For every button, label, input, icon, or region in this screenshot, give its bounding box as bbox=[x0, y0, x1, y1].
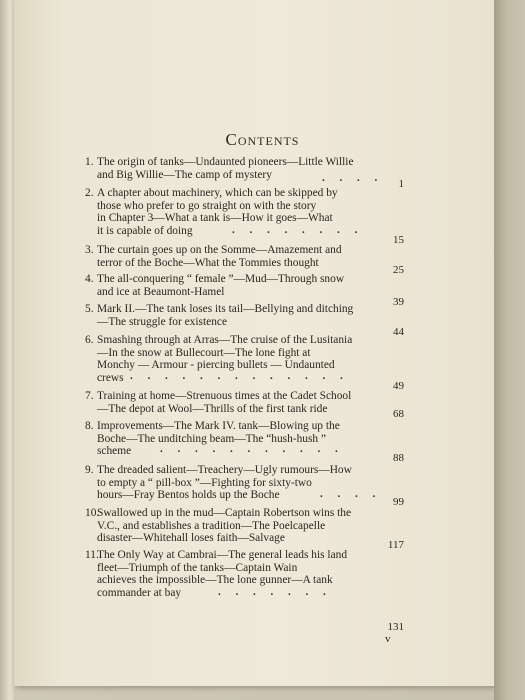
page-number: 25 bbox=[393, 264, 404, 276]
contents-title: Contents bbox=[225, 130, 300, 149]
page-number: 131 bbox=[387, 621, 404, 633]
page-number: 99 bbox=[393, 496, 404, 508]
leader-dots: . . . . . . . bbox=[218, 586, 332, 598]
entry-line: —In the snow at Bullecourt—The lone fight at bbox=[97, 346, 311, 359]
page-number: 68 bbox=[393, 408, 404, 420]
entry-text bbox=[97, 303, 377, 328]
entry-number: 1. bbox=[85, 156, 94, 168]
leader-dots: . . . . . . . . . . . bbox=[160, 443, 344, 455]
leader-dots: . . . . . . . . bbox=[232, 224, 364, 236]
entry-number: 9. bbox=[85, 464, 94, 476]
entry-text bbox=[97, 273, 377, 298]
entry-number: 5. bbox=[85, 303, 94, 315]
entry-line: scheme bbox=[97, 445, 132, 458]
entry-line: The Only Way at Cambrai—The general leads his land bbox=[97, 549, 348, 561]
entry-line: —The struggle for existence bbox=[97, 315, 227, 328]
entry-text bbox=[97, 244, 377, 269]
page-number: 1 bbox=[398, 178, 404, 190]
entry-line: and ice at Beaumont-Hamel bbox=[97, 285, 225, 298]
entry-line: commander at bay bbox=[97, 586, 182, 599]
entry-line: Monchy — Armour - piercing bullets — Undaunted bbox=[97, 359, 335, 372]
entry-line: Smashing through at Arras—The cruise of the Lusitania bbox=[97, 334, 353, 346]
entry-number: 3. bbox=[85, 244, 94, 256]
entry-line: The curtain goes up on the Somme—Amazement and bbox=[97, 244, 342, 256]
entry-text bbox=[97, 390, 377, 415]
page-folio: v bbox=[385, 633, 391, 645]
entry-line: Improvements—The Mark IV. tank—Blowing up the bbox=[97, 420, 340, 432]
page-number: 49 bbox=[393, 380, 404, 392]
entry-line: disaster—Whitehall loses faith—Salvage bbox=[97, 532, 285, 545]
page-number: 88 bbox=[393, 452, 404, 464]
entry-line: Training at home—Strenuous times at the Cadet School bbox=[97, 390, 352, 402]
entry-line: Mark II.—The tank loses its tail—Bellying and ditching bbox=[97, 303, 354, 315]
entry-line: —The depot at Wool—Thrills of the first tank ride bbox=[97, 402, 328, 415]
entry-text bbox=[97, 507, 377, 545]
entry-line: The all-conquering “ female ”—Mud—Through snow bbox=[97, 273, 345, 285]
entry-number: 4. bbox=[85, 273, 94, 285]
leader-dots: . . . . bbox=[320, 488, 382, 500]
entry-line: hours—Fray Bentos holds up the Boche bbox=[97, 489, 280, 502]
entry-line: achieves the impossible—The lone gunner—A tank bbox=[97, 574, 333, 587]
entry-line: Swallowed up in the mud—Captain Robertson wins the bbox=[97, 507, 352, 519]
entry-line: A chapter about machinery, which can be skipped by bbox=[97, 187, 338, 199]
entry-line: V.C., and establishes a tradition—The Poelcapelle bbox=[97, 519, 326, 532]
entry-line: in Chapter 3—What a tank is—How it goes—What bbox=[97, 212, 333, 225]
entry-line: it is capable of doing bbox=[97, 224, 193, 237]
page-number: 39 bbox=[393, 296, 404, 308]
entry-number: 10. bbox=[85, 507, 100, 519]
entry-line: terror of the Boche—What the Tommies thought bbox=[97, 256, 319, 269]
entry-line: those who prefer to go straight on with the story bbox=[97, 199, 317, 212]
leader-dots: . . . . bbox=[322, 172, 384, 184]
entry-line: Boche—The unditching beam—The “hush-hush ” bbox=[97, 432, 327, 445]
entry-number: 6. bbox=[85, 334, 94, 346]
page-number: 15 bbox=[393, 234, 404, 246]
entry-line: The dreaded salient—Treachery—Ugly rumours—How bbox=[97, 464, 352, 476]
page-number: 117 bbox=[387, 539, 404, 551]
entry-number: 2. bbox=[85, 187, 94, 199]
entry-number: 8. bbox=[85, 420, 94, 432]
entry-number: 11. bbox=[85, 549, 99, 561]
leader-dots: . . . . . . . . . . . . . bbox=[130, 370, 349, 382]
entry-line: The origin of tanks—Undaunted pioneers—Little Willie bbox=[97, 156, 354, 168]
entry-line: fleet—Triumph of the tanks—Captain Wain bbox=[97, 561, 298, 574]
entry-line: to empty a “ pill-box ”—Fighting for sixty-two bbox=[97, 476, 312, 489]
entry-line: crews bbox=[97, 371, 124, 384]
entry-line: and Big Willie—The camp of mystery bbox=[97, 168, 272, 181]
entry-number: 7. bbox=[85, 390, 94, 402]
page-number: 44 bbox=[393, 326, 404, 338]
